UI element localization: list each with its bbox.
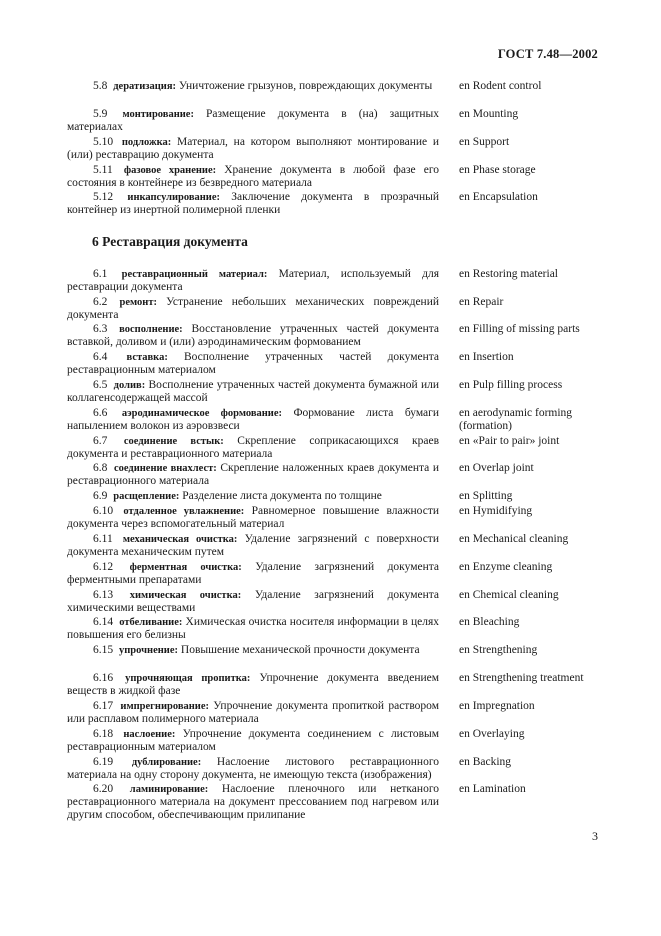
term-name: монтирование: — [122, 109, 194, 120]
term-number: 6.9 — [93, 490, 108, 502]
term-number: 6.10 — [93, 505, 114, 517]
term-name: дублирование: — [131, 757, 202, 768]
term-definition-ru — [67, 533, 439, 559]
term-equivalent-en: en Overlap joint — [459, 462, 534, 474]
term-name: расщепление: — [113, 491, 180, 502]
term-description: Скрепление соприкасающихся краев документа и реставрационного материала — [67, 435, 440, 460]
term-name: инкапсулирование: — [127, 192, 221, 203]
section-title: 6 Реставрация документа — [92, 234, 248, 249]
term-name: дератизация: — [113, 81, 176, 92]
term-definition-ru — [67, 728, 439, 754]
term-description: Устранение небольших механических повреждений документа — [67, 296, 440, 321]
term-number: 5.12 — [93, 191, 114, 203]
term-number: 5.10 — [93, 136, 114, 148]
term-name: ремонт: — [119, 297, 157, 308]
term-equivalent-en: en «Pair to pair» joint — [459, 435, 560, 447]
term-name: отбеливание: — [119, 617, 183, 628]
term-equivalent-en: en Mechanical cleaning — [459, 533, 569, 545]
term-description: Упрочнение документа введением веществ в жидкой фазе — [67, 672, 440, 697]
term-definition-ru — [67, 589, 439, 615]
term-number: 6.2 — [93, 296, 108, 308]
page-header: ГОСТ 7.48—2002 — [497, 47, 598, 61]
term-name: ферментная очистка: — [129, 562, 242, 573]
term-name: химическая очистка: — [129, 590, 242, 601]
term-definition-ru — [67, 672, 439, 698]
term-definition-ru — [67, 616, 439, 642]
term-description: Уничтожение грызунов, повреждающих документы — [178, 80, 433, 92]
term-definition-ru — [67, 108, 439, 134]
term-definition-ru — [67, 505, 439, 531]
term-description: Восполнение утраченных частей документа бумажной или коллагенсодержащей массой — [67, 379, 440, 404]
term-equivalent-en: en Splitting — [459, 490, 513, 502]
term-description: Упрочнение документа соединением с листовым реставрационным материалом — [67, 728, 439, 753]
term-equivalent-en: en Phase storage — [459, 164, 536, 176]
term-description: Материал, на котором выполняют монтирование и (или) реставрацию документа — [67, 136, 440, 161]
term-description: Восполнение утраченных частей документа реставрационным материалом — [67, 351, 440, 376]
term-number: 6.19 — [93, 756, 114, 768]
term-name: упрочняющая пропитка: — [125, 673, 251, 684]
term-description: Повышение механической прочности документа — [180, 644, 420, 656]
term-equivalent-en: en Mounting — [459, 108, 519, 120]
term-definition-ru — [67, 379, 439, 405]
term-description: Скрепление наложенных краев документа и реставрационного материала — [67, 462, 440, 487]
term-equivalent-en: en Impregnation — [459, 700, 535, 712]
term-name: аэродинамическое формование: — [121, 408, 283, 419]
term-number: 6.1 — [93, 268, 108, 280]
term-definition-ru — [67, 136, 439, 162]
term-name: механическая очистка: — [122, 534, 238, 545]
term-equivalent-en: en Encapsulation — [459, 191, 538, 203]
term-equivalent-en: en Enzyme cleaning — [459, 561, 553, 573]
term-definition-ru — [67, 435, 439, 461]
term-equivalent-en: en Insertion — [459, 351, 514, 363]
term-name: отдаленное увлажнение: — [123, 506, 245, 517]
term-equivalent-en: en Repair — [459, 296, 504, 308]
term-name: фазовое хранение: — [123, 165, 217, 176]
term-definition-ru — [67, 191, 439, 217]
term-equivalent-en: en Backing — [459, 756, 512, 768]
term-definition-ru — [67, 323, 439, 349]
term-number: 6.12 — [93, 561, 114, 573]
term-description: Наслоение листового реставрационного материала на одну сторону документа, не имеющую текста (изображения) — [67, 756, 440, 781]
term-equivalent-en: en Restoring material — [459, 268, 558, 280]
term-name: подложка: — [121, 137, 172, 148]
term-number: 6.18 — [93, 728, 114, 740]
term-definition-ru — [67, 490, 439, 503]
term-definition-ru — [67, 700, 439, 726]
term-number: 6.8 — [93, 462, 108, 474]
term-description: Удаление загрязнений документа ферментными препаратами — [67, 561, 440, 586]
term-number: 6.4 — [93, 351, 108, 363]
term-definition-ru — [67, 296, 439, 322]
term-number: 6.5 — [93, 379, 108, 391]
term-name: вставка: — [126, 352, 168, 363]
term-equivalent-en: en Support — [459, 136, 510, 148]
term-equivalent-en: en Lamination — [459, 783, 526, 795]
term-description: Удаление загрязнений с поверхности документа механическим путем — [67, 533, 439, 558]
term-equivalent-en: en Strengthening — [459, 644, 538, 656]
term-name: упрочнение: — [119, 645, 179, 656]
term-number: 6.14 — [93, 616, 114, 628]
term-description: Наслоение пленочного или нетканого реставрационного материала на документ прессованием под нагревом или другим способом, обеспечивающим прилипание — [67, 783, 439, 821]
term-number: 5.8 — [93, 80, 108, 92]
term-description: Восстановление утраченных частей документа вставкой, доливом и (или) аэродинамическим формованием — [67, 323, 440, 348]
term-description: Упрочнение документа пропиткой раствором или расплавом полимерного материала — [67, 700, 439, 725]
term-definition-ru — [67, 756, 439, 782]
term-number: 5.11 — [93, 164, 113, 176]
term-name: долив: — [113, 380, 146, 391]
term-name: ламинирование: — [129, 784, 209, 795]
term-description: Хранение документа в любой фазе его состояния в контейнере из безвредного материала — [67, 164, 440, 189]
term-description: Размещение документа в (на) защитных материалах — [67, 108, 439, 133]
term-equivalent-en: en aerodynamic forming (formation) — [459, 407, 573, 432]
term-number: 6.7 — [93, 435, 108, 447]
term-name: восполнение: — [119, 324, 183, 335]
page-number: 3 — [592, 829, 598, 843]
term-equivalent-en: en Overlaying — [459, 728, 525, 740]
term-description: Формование листа бумаги напылением волокон из аэровзвеси — [67, 407, 440, 432]
term-number: 6.16 — [93, 672, 114, 684]
term-number: 6.3 — [93, 323, 108, 335]
term-definition-ru — [67, 644, 439, 657]
term-name: реставрационный материал: — [121, 269, 268, 280]
term-description: Разделение листа документа по толщине — [182, 490, 382, 502]
term-number: 6.20 — [93, 783, 114, 795]
term-definition-ru — [67, 783, 439, 822]
term-definition-ru — [67, 407, 439, 433]
term-definition-ru — [67, 351, 439, 377]
term-number: 6.17 — [93, 700, 114, 712]
term-description: Равномерное повышение влажности документа через вспомогательный материал — [67, 505, 440, 530]
term-definition-ru — [67, 561, 439, 587]
term-name: импрегнирование: — [120, 701, 210, 712]
term-name: соединение внахлест: — [113, 463, 217, 474]
term-equivalent-en: en Pulp filling process — [459, 379, 563, 391]
term-description: Удаление загрязнений документа химическими веществами — [67, 589, 440, 614]
term-number: 6.11 — [93, 533, 113, 545]
term-number: 6.15 — [93, 644, 114, 656]
term-equivalent-en: en Rodent control — [459, 80, 542, 92]
term-number: 6.13 — [93, 589, 114, 601]
term-definition-ru — [67, 80, 439, 93]
term-equivalent-en: en Filling of missing parts — [459, 323, 580, 335]
term-name: наслоение: — [123, 729, 176, 740]
term-name: соединение встык: — [123, 436, 224, 447]
term-equivalent-en: en Bleaching — [459, 616, 520, 628]
term-number: 6.6 — [93, 407, 108, 419]
term-description: Материал, используемый для реставрации документа — [67, 268, 439, 293]
term-definition-ru — [67, 164, 439, 190]
term-description: Химическая очистка носителя информации в целях повышения его белизны — [67, 616, 439, 641]
term-definition-ru — [67, 462, 439, 488]
term-number: 5.9 — [93, 108, 108, 120]
term-equivalent-en: en Hymidifying — [459, 505, 533, 517]
term-equivalent-en: en Strengthening treatment — [459, 672, 584, 684]
term-definition-ru — [67, 268, 439, 294]
term-equivalent-en: en Chemical cleaning — [459, 589, 559, 601]
term-description: Заключение документа в прозрачный контейнер из инертной полимерной пленки — [67, 191, 440, 216]
